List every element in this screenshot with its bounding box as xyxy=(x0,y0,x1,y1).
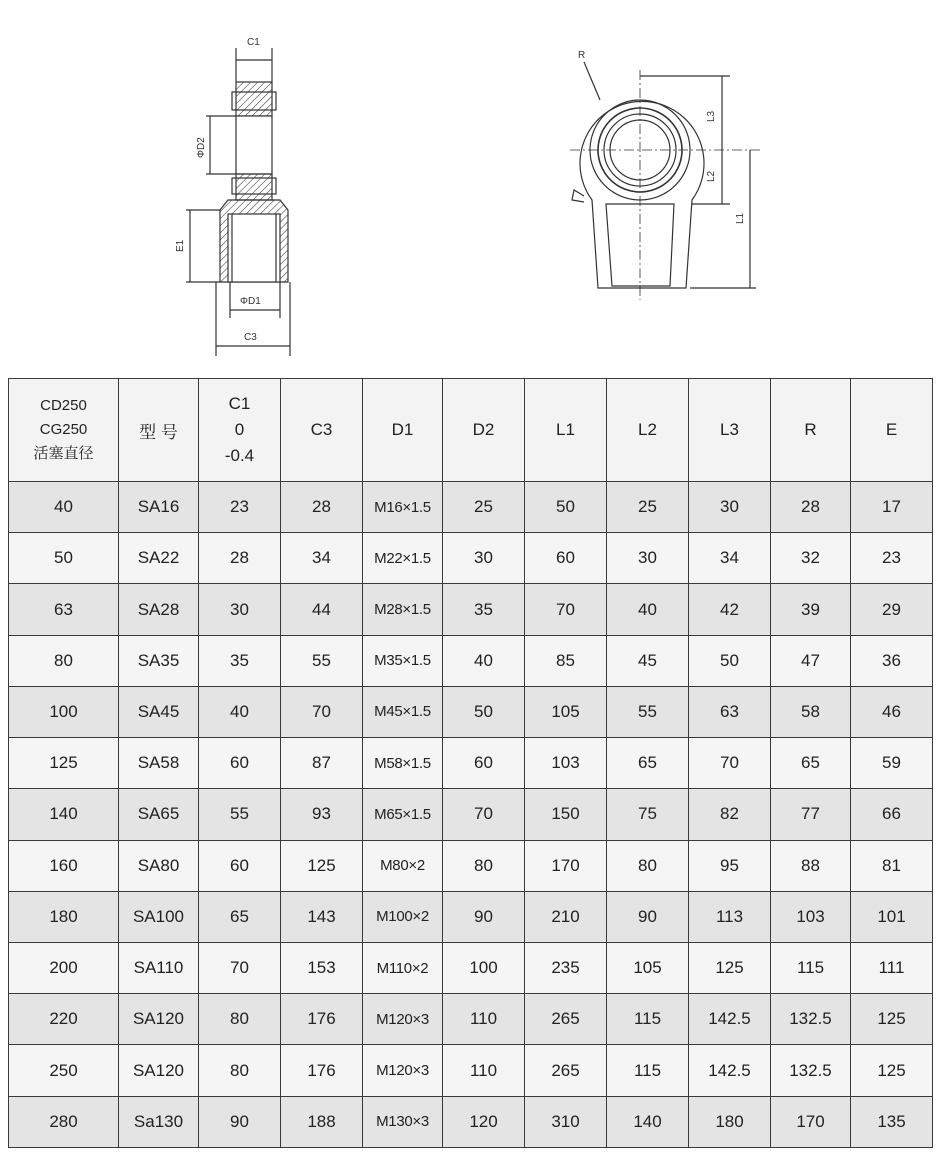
header-col-l1 xyxy=(525,379,607,482)
cell-col-l3: 142.5 xyxy=(689,1045,771,1096)
cell-col-c3: 176 xyxy=(281,1045,363,1096)
cell-col-l3: 30 xyxy=(689,482,771,533)
cell-col-model: SA100 xyxy=(119,891,199,942)
cell-col-l2: 30 xyxy=(607,533,689,584)
cell-col-l3: 42 xyxy=(689,584,771,635)
cell-col-d2: 110 xyxy=(443,994,525,1045)
cell-col-l1: 265 xyxy=(525,994,607,1045)
cell-col-c3: 143 xyxy=(281,891,363,942)
cell-col-e: 125 xyxy=(851,994,933,1045)
cell-col-d1: M100×2 xyxy=(363,891,443,942)
cell-col-c1: 28 xyxy=(199,533,281,584)
cell-col-l2: 55 xyxy=(607,686,689,737)
cell-col-piston-diameter: 40 xyxy=(9,482,119,533)
cell-col-d2: 60 xyxy=(443,738,525,789)
cell-col-l2: 115 xyxy=(607,994,689,1045)
cell-col-c3: 55 xyxy=(281,635,363,686)
cell-col-d1: M16×1.5 xyxy=(363,482,443,533)
cell-col-r: 28 xyxy=(771,482,851,533)
cell-col-r: 88 xyxy=(771,840,851,891)
cell-col-r: 65 xyxy=(771,738,851,789)
header-line: 活塞直径 xyxy=(33,445,94,462)
cell-col-l3: 113 xyxy=(689,891,771,942)
cell-col-model: SA65 xyxy=(119,789,199,840)
cell-col-d2: 35 xyxy=(443,584,525,635)
header-col-l3 xyxy=(689,379,771,482)
cell-col-d1: M80×2 xyxy=(363,840,443,891)
cell-col-c1: 35 xyxy=(199,635,281,686)
cell-col-l1: 265 xyxy=(525,1045,607,1096)
cell-col-model: SA110 xyxy=(119,942,199,993)
cell-col-model: SA35 xyxy=(119,635,199,686)
header-line: E xyxy=(885,420,898,439)
header-line: L2 xyxy=(638,420,657,439)
cell-col-r: 32 xyxy=(771,533,851,584)
cell-col-l1: 150 xyxy=(525,789,607,840)
cell-col-piston-diameter: 160 xyxy=(9,840,119,891)
header-line: D2 xyxy=(472,420,495,439)
table-row xyxy=(9,789,933,840)
cell-col-d2: 70 xyxy=(443,789,525,840)
table-row xyxy=(9,1096,933,1147)
cell-col-d1: M58×1.5 xyxy=(363,738,443,789)
cell-col-model: SA120 xyxy=(119,994,199,1045)
cell-col-l1: 235 xyxy=(525,942,607,993)
cell-col-d2: 80 xyxy=(443,840,525,891)
cell-col-piston-diameter: 280 xyxy=(9,1096,119,1147)
cell-col-c3: 87 xyxy=(281,738,363,789)
cell-col-c3: 44 xyxy=(281,584,363,635)
header-line: C1 xyxy=(228,394,251,413)
cell-col-d2: 40 xyxy=(443,635,525,686)
dimension-table xyxy=(8,378,933,1148)
table-row xyxy=(9,533,933,584)
cell-col-c3: 176 xyxy=(281,994,363,1045)
cell-col-d1: M120×3 xyxy=(363,994,443,1045)
cell-col-model: SA22 xyxy=(119,533,199,584)
technical-drawings xyxy=(0,0,940,370)
cell-col-r: 39 xyxy=(771,584,851,635)
cell-col-model: SA28 xyxy=(119,584,199,635)
cell-col-d2: 100 xyxy=(443,942,525,993)
cell-col-l2: 75 xyxy=(607,789,689,840)
table-row xyxy=(9,840,933,891)
cell-col-d1: M120×3 xyxy=(363,1045,443,1096)
table-row xyxy=(9,891,933,942)
cell-col-l2: 40 xyxy=(607,584,689,635)
cell-col-r: 132.5 xyxy=(771,1045,851,1096)
cell-col-c1: 60 xyxy=(199,738,281,789)
cell-col-l3: 34 xyxy=(689,533,771,584)
cell-col-c1: 80 xyxy=(199,1045,281,1096)
header-col-c3 xyxy=(281,379,363,482)
header-line: CD250 xyxy=(40,397,87,414)
cell-col-model: SA16 xyxy=(119,482,199,533)
cell-col-l3: 180 xyxy=(689,1096,771,1147)
cell-col-c1: 23 xyxy=(199,482,281,533)
cell-col-l2: 65 xyxy=(607,738,689,789)
cell-col-l2: 90 xyxy=(607,891,689,942)
cell-col-r: 77 xyxy=(771,789,851,840)
cell-col-l2: 105 xyxy=(607,942,689,993)
table-row xyxy=(9,1045,933,1096)
side-section-drawing xyxy=(186,48,290,356)
label-l2: L2 xyxy=(706,170,717,182)
cell-col-l1: 210 xyxy=(525,891,607,942)
cell-col-piston-diameter: 63 xyxy=(9,584,119,635)
cell-col-piston-diameter: 250 xyxy=(9,1045,119,1096)
cell-col-l1: 50 xyxy=(525,482,607,533)
cell-col-c3: 70 xyxy=(281,686,363,737)
cell-col-r: 58 xyxy=(771,686,851,737)
label-l3: L3 xyxy=(706,110,717,122)
cell-col-piston-diameter: 140 xyxy=(9,789,119,840)
header-line: 0 xyxy=(234,420,245,439)
cell-col-d2: 90 xyxy=(443,891,525,942)
drawing-svg xyxy=(0,0,940,370)
header-col-r xyxy=(771,379,851,482)
header-col-c1 xyxy=(199,379,281,482)
label-c3: C3 xyxy=(244,332,257,343)
header-line: 型 号 xyxy=(139,422,178,442)
cell-col-d2: 30 xyxy=(443,533,525,584)
cell-col-e: 23 xyxy=(851,533,933,584)
cell-col-l3: 95 xyxy=(689,840,771,891)
label-c1: C1 xyxy=(247,37,260,48)
header-col-model xyxy=(119,379,199,482)
cell-col-d1: M28×1.5 xyxy=(363,584,443,635)
cell-col-l3: 63 xyxy=(689,686,771,737)
cell-col-l3: 70 xyxy=(689,738,771,789)
header-line: L1 xyxy=(556,420,575,439)
table-row xyxy=(9,738,933,789)
cell-col-l1: 70 xyxy=(525,584,607,635)
label-d2: ΦD2 xyxy=(196,137,207,158)
header-col-d2 xyxy=(443,379,525,482)
cell-col-e: 17 xyxy=(851,482,933,533)
cell-col-c1: 70 xyxy=(199,942,281,993)
cell-col-e: 101 xyxy=(851,891,933,942)
table-row xyxy=(9,635,933,686)
cell-col-d1: M65×1.5 xyxy=(363,789,443,840)
cell-col-model: SA80 xyxy=(119,840,199,891)
table-row xyxy=(9,686,933,737)
cell-col-d2: 120 xyxy=(443,1096,525,1147)
cell-col-r: 132.5 xyxy=(771,994,851,1045)
cell-col-e: 29 xyxy=(851,584,933,635)
cell-col-model: SA58 xyxy=(119,738,199,789)
cell-col-c3: 28 xyxy=(281,482,363,533)
cell-col-c1: 80 xyxy=(199,994,281,1045)
header-line: -0.4 xyxy=(224,446,255,465)
header-line: CG250 xyxy=(39,421,88,438)
cell-col-l1: 105 xyxy=(525,686,607,737)
cell-col-l1: 310 xyxy=(525,1096,607,1147)
cell-col-l2: 80 xyxy=(607,840,689,891)
cell-col-e: 125 xyxy=(851,1045,933,1096)
cell-col-c1: 40 xyxy=(199,686,281,737)
cell-col-r: 115 xyxy=(771,942,851,993)
table-body xyxy=(9,482,933,1148)
cell-col-model: Sa130 xyxy=(119,1096,199,1147)
cell-col-piston-diameter: 50 xyxy=(9,533,119,584)
cell-col-d1: M45×1.5 xyxy=(363,686,443,737)
label-d1: ΦD1 xyxy=(240,296,261,307)
cell-col-e: 111 xyxy=(851,942,933,993)
cell-col-d1: M35×1.5 xyxy=(363,635,443,686)
header-col-l2 xyxy=(607,379,689,482)
header-col-e xyxy=(851,379,933,482)
cell-col-piston-diameter: 180 xyxy=(9,891,119,942)
cell-col-piston-diameter: 100 xyxy=(9,686,119,737)
header-line: L3 xyxy=(720,420,739,439)
cell-col-e: 81 xyxy=(851,840,933,891)
table-header-row xyxy=(9,379,933,482)
cell-col-l3: 50 xyxy=(689,635,771,686)
cell-col-d1: M130×3 xyxy=(363,1096,443,1147)
cell-col-r: 47 xyxy=(771,635,851,686)
header-line: C3 xyxy=(310,420,333,439)
cell-col-r: 103 xyxy=(771,891,851,942)
cell-col-l1: 85 xyxy=(525,635,607,686)
table-row xyxy=(9,584,933,635)
cell-col-e: 36 xyxy=(851,635,933,686)
cell-col-d2: 50 xyxy=(443,686,525,737)
cell-col-l2: 140 xyxy=(607,1096,689,1147)
label-r: R xyxy=(578,50,586,61)
cell-col-piston-diameter: 125 xyxy=(9,738,119,789)
cell-col-d1: M110×2 xyxy=(363,942,443,993)
cell-col-piston-diameter: 80 xyxy=(9,635,119,686)
cell-col-c1: 65 xyxy=(199,891,281,942)
label-l1: L1 xyxy=(735,212,746,224)
cell-col-d1: M22×1.5 xyxy=(363,533,443,584)
cell-col-l1: 60 xyxy=(525,533,607,584)
cell-col-c1: 30 xyxy=(199,584,281,635)
cell-col-model: SA45 xyxy=(119,686,199,737)
cell-col-l3: 142.5 xyxy=(689,994,771,1045)
cell-col-e: 135 xyxy=(851,1096,933,1147)
dimension-table-wrapper xyxy=(8,378,932,1148)
cell-col-l2: 115 xyxy=(607,1045,689,1096)
header-col-piston-diameter xyxy=(9,379,119,482)
cell-col-piston-diameter: 220 xyxy=(9,994,119,1045)
table-row xyxy=(9,994,933,1045)
cell-col-e: 66 xyxy=(851,789,933,840)
cell-col-c3: 34 xyxy=(281,533,363,584)
cell-col-l1: 170 xyxy=(525,840,607,891)
cell-col-c3: 125 xyxy=(281,840,363,891)
label-e1: E1 xyxy=(175,239,186,252)
cell-col-l2: 45 xyxy=(607,635,689,686)
header-col-d1 xyxy=(363,379,443,482)
cell-col-c3: 188 xyxy=(281,1096,363,1147)
cell-col-c1: 55 xyxy=(199,789,281,840)
cell-col-c3: 153 xyxy=(281,942,363,993)
cell-col-e: 59 xyxy=(851,738,933,789)
cell-col-l1: 103 xyxy=(525,738,607,789)
header-line: D1 xyxy=(391,420,414,439)
front-view-drawing xyxy=(570,62,760,300)
cell-col-l2: 25 xyxy=(607,482,689,533)
cell-col-d2: 25 xyxy=(443,482,525,533)
cell-col-d2: 110 xyxy=(443,1045,525,1096)
cell-col-piston-diameter: 200 xyxy=(9,942,119,993)
cell-col-model: SA120 xyxy=(119,1045,199,1096)
cell-col-e: 46 xyxy=(851,686,933,737)
cell-col-l3: 82 xyxy=(689,789,771,840)
cell-col-c3: 93 xyxy=(281,789,363,840)
cell-col-c1: 90 xyxy=(199,1096,281,1147)
header-line: R xyxy=(804,420,817,439)
table-row xyxy=(9,482,933,533)
cell-col-l3: 125 xyxy=(689,942,771,993)
table-row xyxy=(9,942,933,993)
cell-col-r: 170 xyxy=(771,1096,851,1147)
cell-col-c1: 60 xyxy=(199,840,281,891)
